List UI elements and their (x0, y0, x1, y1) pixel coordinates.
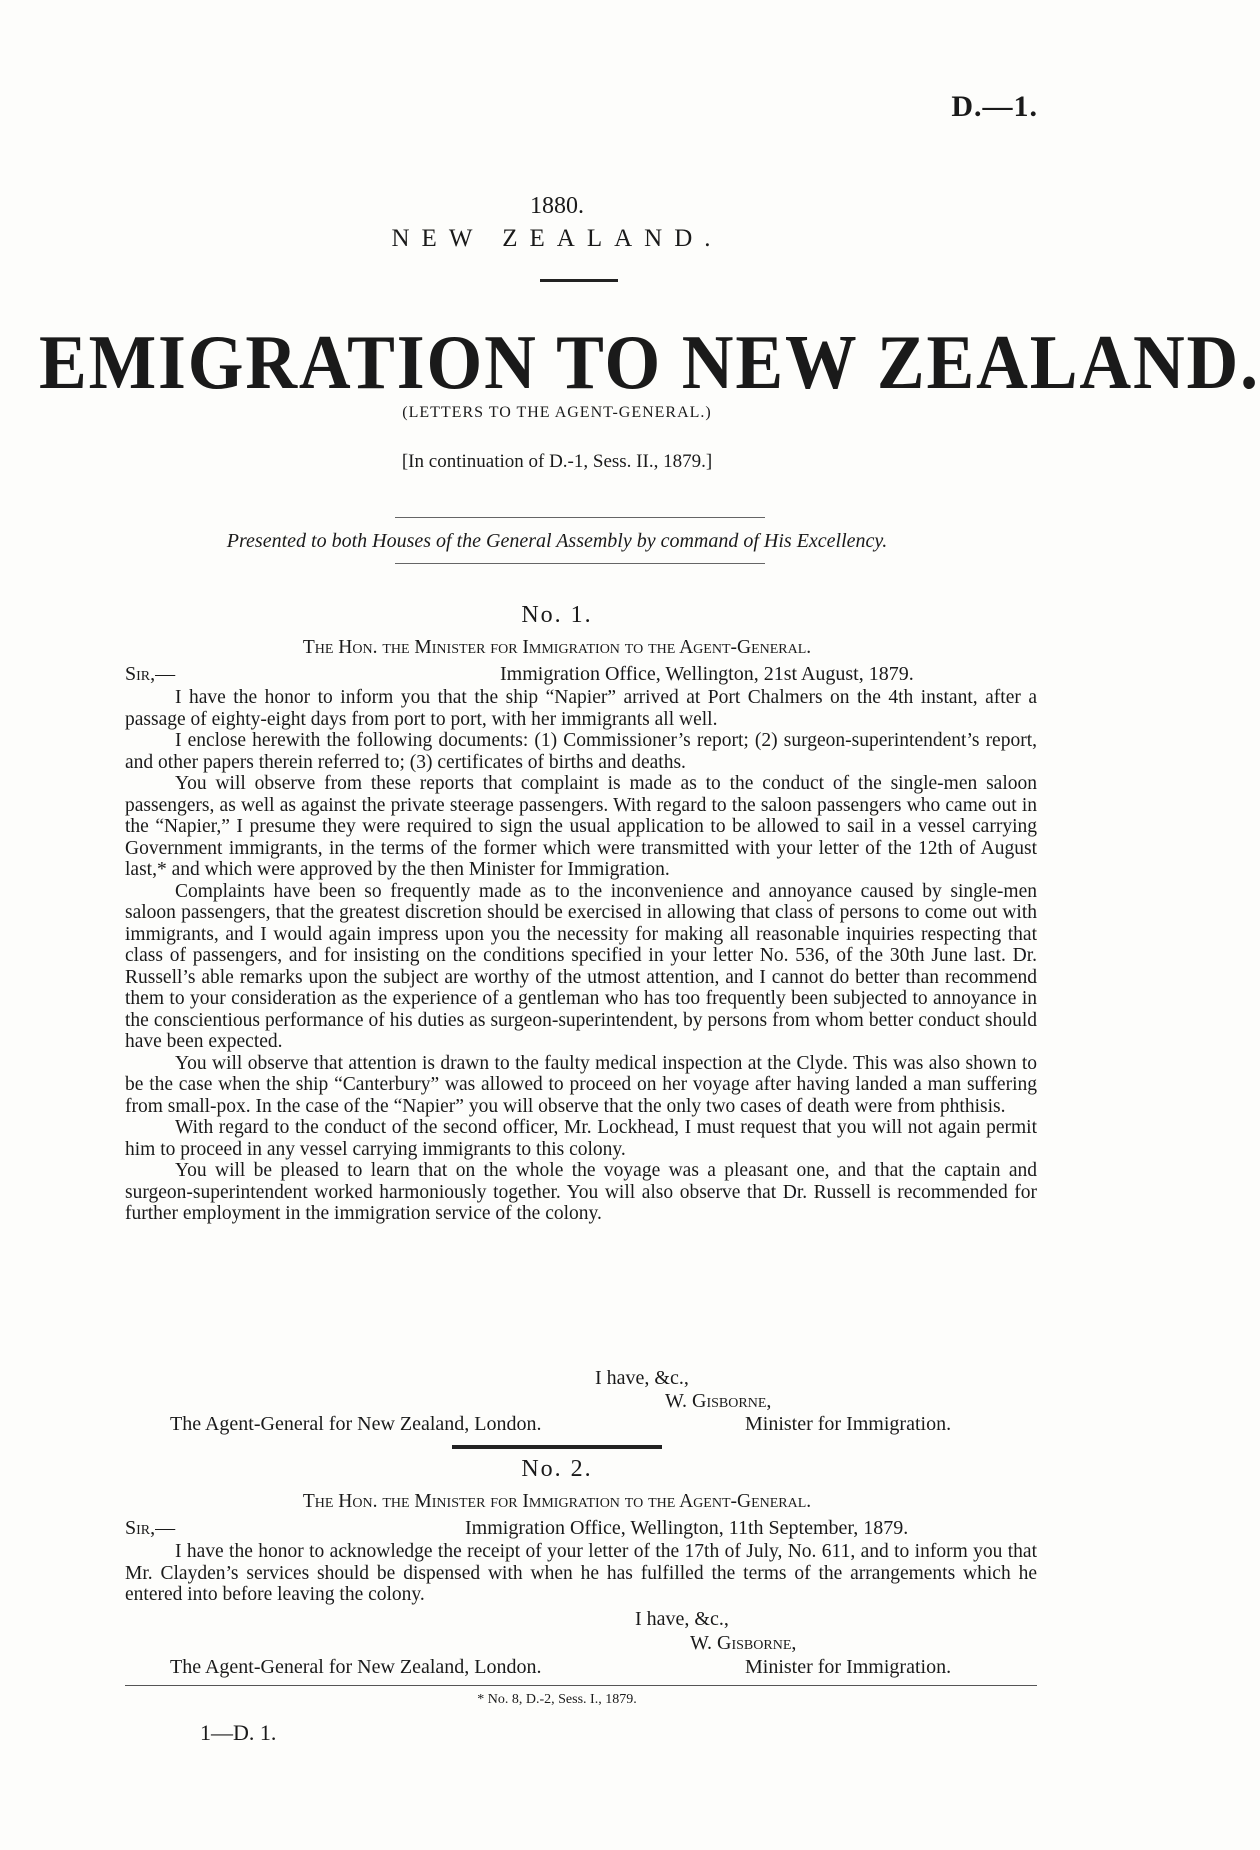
footnote-rule (125, 1685, 1037, 1686)
country-heading: NEW ZEALAND. (391, 225, 723, 252)
year: 1880. (530, 193, 584, 219)
letter-1-paragraph: I enclose herewith the following documents: (1) Commissioner’s report; (2) surgeon-superintendent’s report, and other papers therein referred to; (3) certificates of births and deaths. (125, 730, 1037, 773)
letter-1-recipient: The Agent-General for New Zealand, London. (170, 1413, 542, 1435)
letter-2-signer-title: Minister for Immigration. (745, 1656, 952, 1678)
letter-2-date-line: Immigration Office, Wellington, 11th September, 1879. (465, 1517, 909, 1539)
letter-2-body (125, 1541, 1037, 1606)
letter-1-heading: No. 1. (521, 602, 593, 628)
page-number: D.—1. (951, 90, 1038, 123)
letter-2-recipient: The Agent-General for New Zealand, London. (170, 1656, 542, 1678)
letter-2-closing: I have, &c., (635, 1608, 729, 1630)
letter-1-signer-title: Minister for Immigration. (745, 1413, 952, 1435)
continuation-note: [In continuation of D.-1, Sess. II., 1879.] (401, 451, 713, 472)
letter-1-body (125, 687, 1037, 1225)
letter-1-paragraph: You will observe that attention is drawn to the faulty medical inspection at the Clyde. This was also shown to be the case when the ship “Canterbury” was allowed to proceed on her voyage after having landed a man suffering from small-pox. In the case of the “Napier” you will observe that the only two cases of death were from phthisis. (125, 1052, 1037, 1117)
document-subtitle: (LETTERS TO THE AGENT-GENERAL.) (402, 404, 712, 421)
printer-mark: 1—D. 1. (200, 1720, 277, 1745)
letter-1-address: The Hon. the Minister for Immigration to the Agent-General. (302, 637, 812, 658)
letter-separator-rule (452, 1445, 662, 1449)
letter-1-paragraph: Complaints have been so frequently made as to the inconvenience and annoyance caused by single-men saloon passengers, that the greatest discretion should be exercised in allowing that class of persons to come out with immigrants, and I would again impress upon you the necessity for making all reasonable inquiries respecting that class of passengers, and for insisting on the conditions specified in your letter No. 536, of the 30th June last. Dr. Russell’s able remarks upon the subject are worthy of the utmost attention, and I cannot do better than recommend them to your consideration as the experience of a gentleman who has too frequently been subjected to annoyance in the conscientious performance of his duties as surgeon-superintendent, by persons from whom better conduct should have been expected. (125, 880, 1037, 1052)
letter-1-closing: I have, &c., (595, 1367, 689, 1389)
short-rule (540, 279, 618, 282)
letter-2-paragraph: I have the honor to acknowledge the receipt of your letter of the 17th of July, No. 611, and to inform you that Mr. Clayden’s services should be dispensed with when he has fulfilled the terms of the arrangements which he entered into before leaving the colony. (125, 1541, 1037, 1605)
rule-above-presented (395, 517, 765, 518)
letter-1-paragraph: You will be pleased to learn that on the whole the voyage was a pleasant one, and that the captain and surgeon-superintendent worked harmoniously together. You will also observe that Dr. Russell is recommended for further employment in the immigration service of the colony. (125, 1160, 1037, 1224)
presented-line: Presented to both Houses of the General Assembly by command of His Excellency. (226, 530, 888, 552)
letter-1-paragraph: You will observe from these reports that complaint is made as to the conduct of the single-men saloon passengers, as well as against the private steerage passengers. With regard to the saloon passengers who came out in the “Napier,” I presume they were required to sign the usual application to be allowed to sail in a vessel carrying Government immigrants, in the terms of the former which were transmitted with your letter of the 12th of August last,* and which were approved by the then Minister for Immigration. (125, 773, 1037, 880)
letter-2-salutation: Sir,— (125, 1517, 176, 1539)
letter-1-paragraph: With regard to the conduct of the second officer, Mr. Lockhead, I must request that you will not again permit him to proceed in any vessel carrying immigrants to this colony. (125, 1117, 1037, 1160)
letter-1-salutation: Sir,— (125, 663, 176, 685)
letter-1-paragraph: I have the honor to inform you that the ship “Napier” arrived at Port Chalmers on the 4th instant, after a passage of eighty-eight days from port to port, with her immigrants all well. (125, 687, 1037, 730)
letter-2-address: The Hon. the Minister for Immigration to the Agent-General. (302, 1491, 812, 1512)
letter-1-signature: W. Gisborne, (665, 1390, 772, 1412)
rule-below-presented (395, 563, 765, 564)
footnote: * No. 8, D.-2, Sess. I., 1879. (477, 1692, 637, 1707)
document-title: EMIGRATION TO NEW ZEALAND. (38, 319, 1260, 405)
letter-2-signature: W. Gisborne, (690, 1632, 797, 1654)
letter-1-date-line: Immigration Office, Wellington, 21st August, 1879. (500, 663, 914, 685)
letter-2-heading: No. 2. (521, 1456, 593, 1482)
